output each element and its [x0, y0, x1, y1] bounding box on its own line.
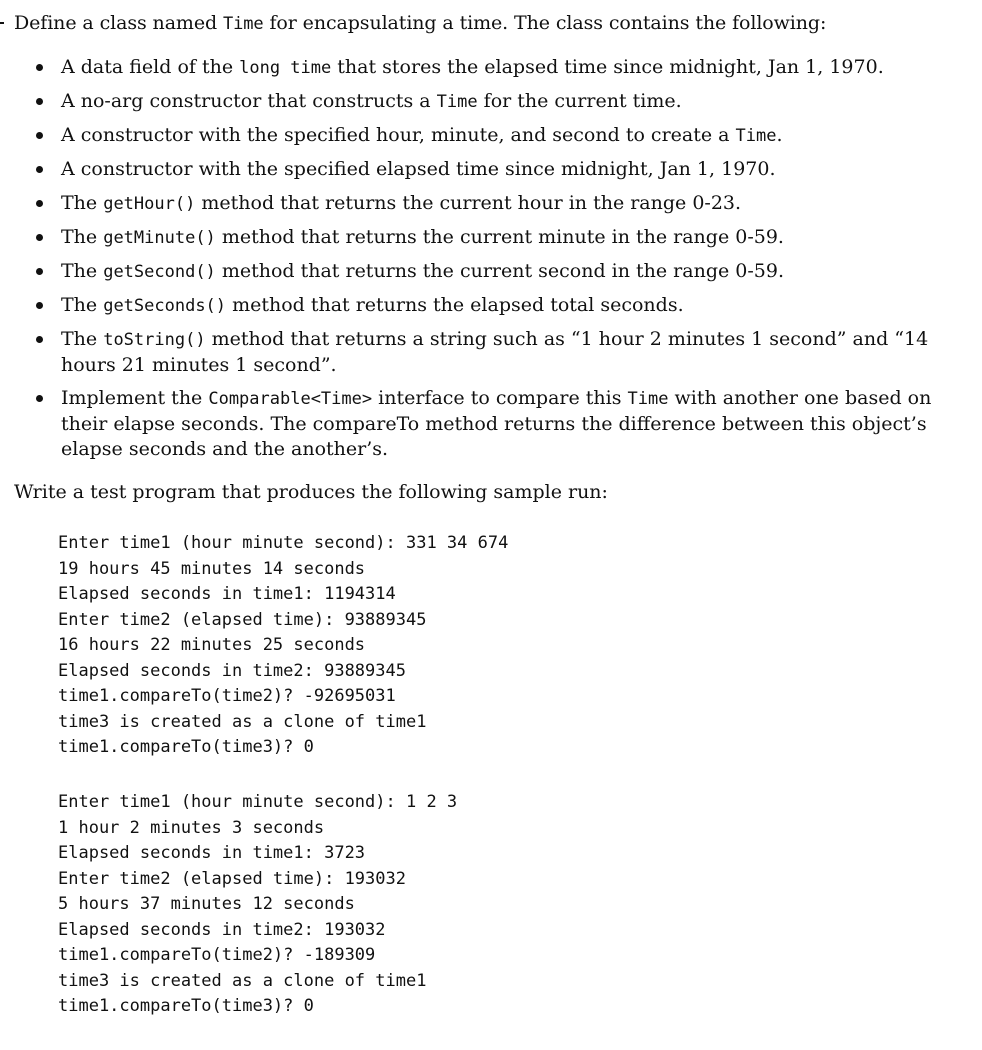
console-line: 16 hours 22 minutes 25 seconds: [58, 635, 366, 655]
bullet-dot: [36, 98, 43, 105]
bullet-text: method that returns the current second in the range 0-59.: [215, 260, 784, 282]
bullet-dot: [36, 64, 43, 71]
bullet-text: method that returns the current hour in the range 0-23.: [195, 192, 742, 214]
console-line: time3 is created as a clone of time1: [58, 970, 427, 991]
sample-run-1: [58, 531, 508, 761]
bullet-text: .: [776, 124, 783, 146]
console-line: Elapsed seconds in time2: 193032: [58, 919, 386, 940]
list-item: [36, 386, 966, 462]
console-line: time1.compareTo(time2)? -189309: [58, 945, 376, 965]
exercise-intro: [0, 12, 826, 34]
bullet-text: for the current time.: [477, 90, 682, 112]
list-item: [36, 89, 966, 115]
bullet-text: interface to compare this: [372, 387, 628, 409]
bullet-text: A no-arg constructor that constructs a: [61, 90, 437, 112]
bullet-code: getHour(): [103, 194, 196, 214]
bullet-text: method that returns the elapsed total seconds.: [226, 294, 684, 316]
list-item: [36, 293, 966, 319]
bullet-code: getSeconds(): [103, 296, 227, 316]
bullet-dot: [36, 200, 43, 207]
bullet-text: The: [61, 294, 104, 316]
bullet-text: A data field of the: [61, 56, 240, 78]
bullet-dot: [36, 166, 43, 173]
bullet-code: Time: [436, 92, 478, 112]
console-line: Elapsed seconds in time1: 1194314: [58, 584, 396, 604]
bullet-text: with another one based on their elapse seconds. The compareTo method returns the difference between this object’s elapse seconds and the another’s.: [61, 387, 932, 460]
bullet-code: getMinute(): [103, 228, 216, 248]
bullet-text: A constructor with the specified hour, minute, and second to create a: [61, 124, 736, 146]
list-item: [36, 327, 966, 378]
bullet-dot: [36, 336, 43, 343]
console-line: time1.compareTo(time2)? -92695031: [58, 686, 396, 706]
console-line: time3 is created as a clone of time1: [58, 711, 427, 732]
intro-class-name: Time: [223, 14, 264, 34]
list-item: [36, 191, 966, 217]
bullet-text: method that returns a string such as “1 hour 2 minutes 1 second” and “14 hours 21 minutes 1 second”.: [61, 328, 929, 376]
bullet-code: Time: [735, 126, 777, 146]
console-line: 5 hours 37 minutes 12 seconds: [58, 894, 355, 914]
bullet-dot: [36, 268, 43, 275]
bullet-code: toString(): [103, 330, 206, 350]
bullet-code: Time: [627, 389, 669, 409]
bullet-code: Comparable<Time>: [208, 389, 373, 409]
bullet-dot: [36, 395, 43, 402]
console-line: Enter time1 (hour minute second): 1 2 3: [58, 792, 458, 812]
bullet-text: Implement the: [61, 387, 209, 409]
console-line: 1 hour 2 minutes 3 seconds: [58, 817, 325, 838]
list-item: [36, 55, 966, 81]
bullet-text: The: [61, 226, 104, 248]
bullet-code: getSecond(): [103, 262, 216, 282]
bullet-text: The: [61, 260, 104, 282]
bullet-text: The: [61, 192, 104, 214]
console-line: Enter time2 (elapsed time): 93889345: [58, 609, 427, 630]
console-line: 19 hours 45 minutes 14 seconds: [58, 558, 366, 579]
bullet-text: A constructor with the specified elapsed time since midnight, Jan 1, 1970.: [61, 158, 776, 180]
sample-run-2: [58, 790, 457, 1020]
list-item: [36, 259, 966, 285]
exercise-number-marker: [0, 22, 4, 24]
intro-text-before: Define a class named: [14, 12, 223, 34]
console-line: time1.compareTo(time3)? 0: [58, 996, 314, 1016]
list-item: [36, 123, 966, 149]
bullet-text: The: [61, 328, 104, 350]
console-line: Enter time2 (elapsed time): 193032: [58, 868, 406, 889]
bullet-text: method that returns the current minute in the range 0-59.: [215, 226, 784, 248]
bullet-code: long time: [239, 58, 332, 78]
console-line: Enter time1 (hour minute second): 331 34 674: [58, 533, 509, 553]
test-program-instruction: Write a test program that produces the following sample run:: [14, 481, 608, 503]
intro-text-after: for encapsulating a time. The class contains the following:: [263, 12, 827, 34]
console-line: Elapsed seconds in time1: 3723: [58, 843, 366, 863]
console-line: Elapsed seconds in time2: 93889345: [58, 660, 406, 681]
bullet-text: that stores the elapsed time since midnight, Jan 1, 1970.: [331, 56, 884, 78]
list-item: [36, 225, 966, 251]
bullet-dot: [36, 234, 43, 241]
list-item: [36, 157, 966, 182]
bullet-dot: [36, 302, 43, 309]
console-line: time1.compareTo(time3)? 0: [58, 737, 314, 757]
bullet-dot: [36, 132, 43, 139]
